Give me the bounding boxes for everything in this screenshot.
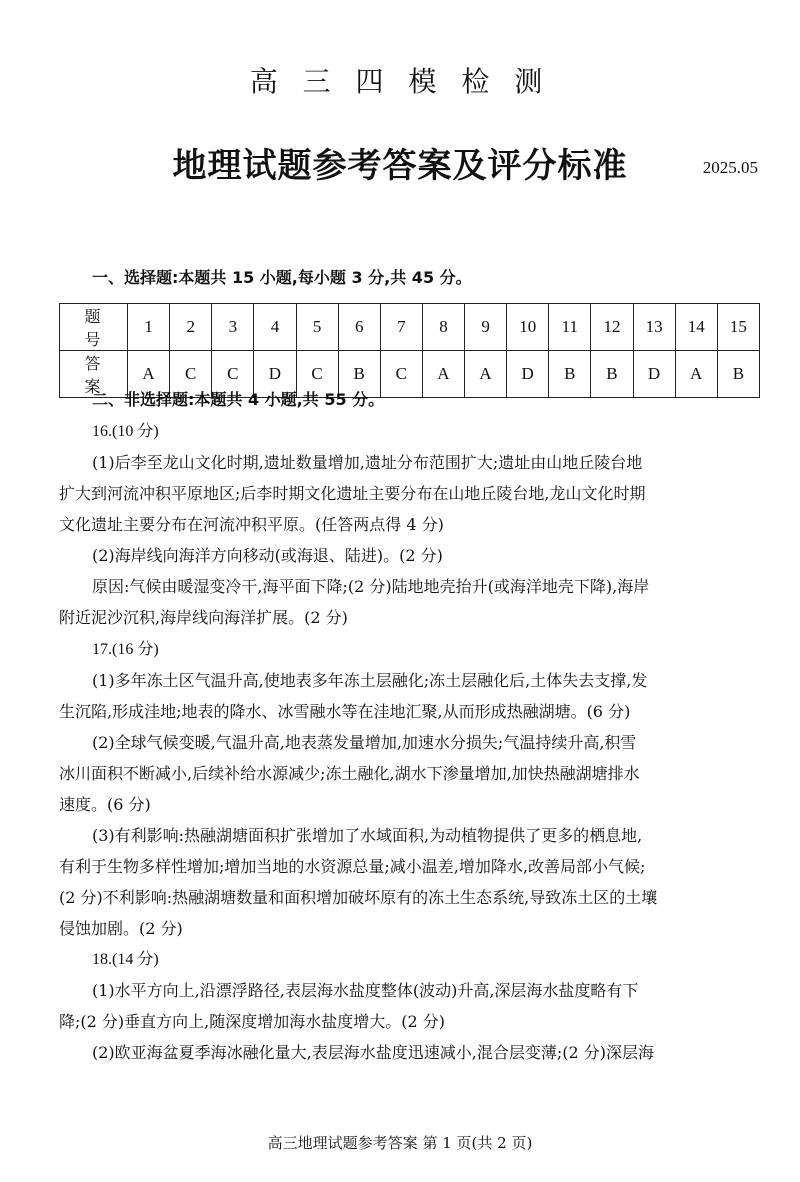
answer-table — [59, 303, 760, 398]
q16-reason — [59, 571, 761, 633]
question-number-cell: 7 — [380, 304, 422, 351]
paragraph-line: 附近泥沙沉积,海岸线向海洋扩展。(2 分) — [59, 608, 348, 627]
paragraph-line: (2)欧亚海盆夏季海冰融化量大,表层海水盐度迅速减小,混合层变薄;(2 分)深层海 — [92, 1043, 654, 1062]
q17-part1 — [59, 665, 761, 727]
question-number-cell: 5 — [296, 304, 338, 351]
paragraph-line: 速度。(6 分) — [59, 795, 151, 814]
paragraph-line: (3)有利影响:热融湖塘面积扩张增加了水域面积,为动植物提供了更多的栖息地, — [92, 826, 643, 845]
answer-cell: C — [212, 351, 254, 398]
paragraph-line: (1)后李至龙山文化时期,遗址数量增加,遗址分布范围扩大;遗址由山地丘陵台地 — [92, 453, 643, 472]
answer-cell: D — [254, 351, 296, 398]
q18-part1 — [59, 975, 761, 1037]
paragraph-line: 侵蚀加剧。(2 分) — [59, 919, 183, 938]
paragraph-line: (1)多年冻土区气温升高,使地表多年冻土层融化;冻土层融化后,土体失去支撑,发 — [92, 671, 648, 690]
paragraph-line: 冰川面积不断减小,后续补给水源减少;冻土融化,湖水下渗量增加,加快热融湖塘排水 — [59, 764, 640, 783]
question-number-cell: 10 — [507, 304, 549, 351]
question-number-cell: 2 — [170, 304, 212, 351]
q18-heading: 18.(14 分) — [92, 951, 159, 968]
q16-heading: 16.(10 分) — [92, 423, 159, 440]
paragraph-line: 文化遗址主要分布在河流冲积平原。(任答两点得 4 分) — [59, 515, 444, 534]
answer-cell: C — [170, 351, 212, 398]
section-choice-title: 一、选择题:本题共 15 小题,每小题 3 分,共 45 分。 — [92, 268, 472, 287]
question-number-cell: 11 — [549, 304, 591, 351]
paragraph-line: 降;(2 分)垂直方向上,随深度增加海水盐度增大。(2 分) — [59, 1012, 445, 1031]
answer-cell: A — [675, 351, 717, 398]
answer-cell: A — [465, 351, 507, 398]
paragraph-line: 原因:气候由暖湿变冷干,海平面下降;(2 分)陆地地壳抬升(或海洋地壳下降),海岸 — [92, 577, 650, 596]
exam-series-title: 高 三 四 模 检 测 — [249, 65, 551, 98]
paragraph-line: (1)水平方向上,沿漂浮路径,表层海水盐度整体(波动)升高,深层海水盐度略有下 — [92, 981, 639, 1000]
paragraph-line: 有利于生物多样性增加;增加当地的水资源总量;减小温差,增加降水,改善局部小气候; — [59, 857, 646, 876]
q16-part1 — [59, 447, 761, 540]
answer-cell: B — [717, 351, 759, 398]
row-label-answer: 答 案 — [60, 351, 128, 398]
question-number-row — [60, 304, 760, 351]
q18-part2 — [59, 1037, 761, 1068]
paragraph-line: (2)全球气候变暖,气温升高,地表蒸发量增加,加速水分损失;气温持续升高,积雪 — [92, 733, 637, 752]
question-number-cell: 3 — [212, 304, 254, 351]
paragraph-line: 生沉陷,形成洼地;地表的降水、冰雪融水等在洼地汇聚,从而形成热融湖塘。(6 分) — [59, 702, 631, 721]
paragraph-line: 扩大到河流冲积平原地区;后李时期文化遗址主要分布在山地丘陵台地,龙山文化时期 — [59, 484, 646, 503]
question-number-cell: 15 — [717, 304, 759, 351]
answer-cell: B — [549, 351, 591, 398]
question-number-cell: 13 — [633, 304, 675, 351]
exam-date: 2025.05 — [702, 158, 758, 177]
section-open-title: 二、非选择题:本题共 4 小题,共 55 分。 — [92, 390, 385, 409]
question-number-cell: 6 — [338, 304, 380, 351]
answer-cell: C — [296, 351, 338, 398]
answer-cell: D — [633, 351, 675, 398]
question-number-cell: 8 — [422, 304, 464, 351]
q17-heading: 17.(16 分) — [92, 641, 159, 658]
answer-cell: D — [507, 351, 549, 398]
answer-cell: A — [422, 351, 464, 398]
question-number-cell: 12 — [591, 304, 633, 351]
answer-cell: B — [338, 351, 380, 398]
answer-cell: A — [128, 351, 170, 398]
answer-cell: B — [591, 351, 633, 398]
question-number-cell: 1 — [128, 304, 170, 351]
paragraph-line: (2)海岸线向海洋方向移动(或海退、陆进)。(2 分) — [92, 546, 443, 565]
question-number-cell: 9 — [465, 304, 507, 351]
page-title: 地理试题参考答案及评分标准 — [172, 146, 628, 186]
question-number-cell: 4 — [254, 304, 296, 351]
paragraph-line: (2 分)不利影响:热融湖塘数量和面积增加破坏原有的冻土生态系统,导致冻土区的土壤 — [59, 888, 658, 907]
question-number-cell: 14 — [675, 304, 717, 351]
row-label-number: 题 号 — [60, 304, 128, 351]
q16-part2 — [59, 540, 761, 571]
page-footer: 高三地理试题参考答案 第 1 页(共 2 页) — [267, 1134, 533, 1152]
q17-part2 — [59, 727, 761, 820]
q17-part3 — [59, 820, 761, 944]
answer-cell: C — [380, 351, 422, 398]
